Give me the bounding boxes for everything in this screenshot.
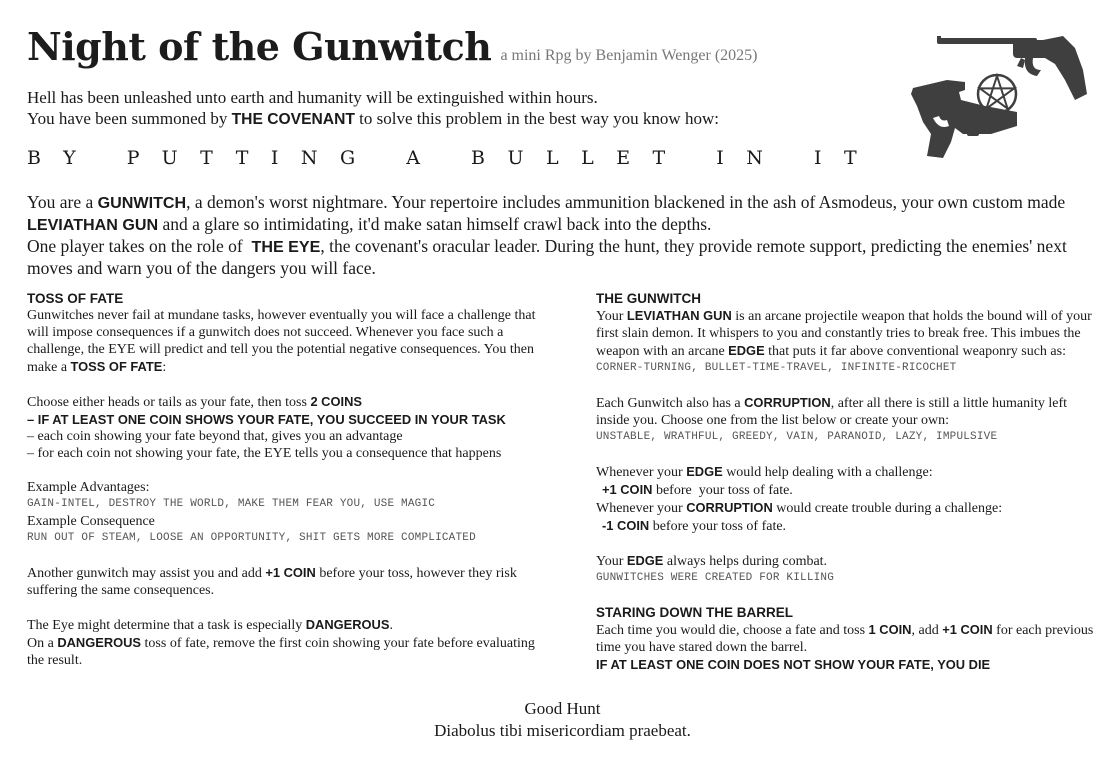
text: One player takes on the role of	[27, 236, 252, 256]
covenant-term: THE COVENANT	[231, 111, 355, 128]
text: is an arcane projectile weapon that holds the bound will of your first slain demon. It whispers to you and constantly tries to break free. This imbues the weapon with an arcane	[596, 309, 1092, 359]
text: Your	[596, 309, 627, 324]
text: You are a	[27, 192, 98, 212]
guns-pentagram-illustration	[905, 30, 1100, 160]
text: , the covenant's oracular leader. During the hunt, they provide remote support, predicting the enemies' next moves and warn you of the dangers you will face.	[27, 236, 1067, 278]
text: and a glare so intimidating, it'd make satan himself crawl back into the depths.	[158, 214, 712, 234]
text: would help dealing with a challenge:	[722, 465, 933, 480]
text: that puts it far above conventional weaponry such as:	[764, 344, 1066, 359]
text: would create trouble during a challenge:	[772, 501, 1003, 516]
combat-rule	[596, 552, 1101, 570]
text: before your toss of fate.	[652, 483, 793, 498]
coins-term: 2 COINS	[310, 394, 362, 409]
consequence-label: Example Consequence	[27, 514, 155, 529]
section-heading: THE GUNWITCH	[596, 291, 701, 306]
corruption-rule	[596, 394, 1101, 429]
danger-rule-2	[27, 634, 547, 669]
text: Another gunwitch may assist you and add	[27, 566, 266, 581]
text: :	[162, 360, 167, 375]
intro-line-2	[27, 108, 907, 130]
toss-rule-success: – IF AT LEAST ONE COIN SHOWS YOUR FATE, YOU SUCCEED IN YOUR TASK	[27, 412, 506, 427]
text: Each time you would die, choose a fate and toss	[596, 623, 869, 638]
section-heading: STARING DOWN THE BARREL	[596, 605, 793, 620]
gunwitch-section	[596, 290, 1101, 673]
intro-line-1: Hell has been unleashed unto earth and humanity will be extinguished within hours.	[27, 88, 598, 107]
toss-rule-consequence: – for each coin not showing your fate, the EYE tells you a consequence that happens	[27, 446, 502, 461]
toss-choose	[27, 393, 547, 411]
corruption-term: CORRUPTION	[744, 395, 831, 410]
text: , a demon's worst nightmare. Your repertoire includes ammunition blackened in the ash of Asmodeus, your own custom made	[186, 192, 1066, 212]
section-heading: TOSS OF FATE	[27, 291, 124, 306]
intro-text: You have been summoned by	[27, 109, 232, 128]
footer-greeting: Good Hunt	[524, 699, 601, 718]
corruption-penalty-rule	[596, 499, 1101, 517]
assist-rule	[27, 564, 547, 599]
premise-paragraph	[27, 192, 1097, 279]
coin-term: +1 COIN	[265, 565, 316, 580]
motto: BY PUTTING A BULLET IN IT	[27, 147, 880, 169]
edge-list: CORNER-TURNING, BULLET-TIME-TRAVEL, INFINITE-RICOCHET	[596, 362, 957, 374]
page-title: Night of the Gunwitch	[27, 24, 492, 69]
text: On a	[27, 636, 58, 651]
footer-blessing: Diabolus tibi misericordiam praebeat.	[434, 721, 691, 740]
text: The Eye might determine that a task is especially	[27, 618, 306, 633]
page-subtitle: a mini Rpg by Benjamin Wenger (2025)	[500, 47, 758, 64]
dangerous-term: DANGEROUS	[305, 617, 390, 632]
corruption-list: UNSTABLE, WRATHFUL, GREEDY, VAIN, PARANOID, LAZY, IMPULSIVE	[596, 431, 998, 443]
text: Whenever your	[596, 501, 687, 516]
intro	[27, 87, 907, 130]
text: always helps during combat.	[663, 554, 828, 569]
title-row	[27, 24, 757, 69]
text: .	[389, 618, 393, 633]
text: toss of fate, remove the first coin showing your fate before evaluating the result.	[27, 636, 535, 668]
text: Gunwitches never fail at mundane tasks, however eventually you will face a challenge that will impose consequences if a gunwitch does not succeed. Whenever you face such a challenge, the EYE will predict and tell you the potential negative consequences. You then make a	[27, 308, 536, 375]
leviathan-term: LEVIATHAN GUN	[27, 216, 159, 234]
death-rule: IF AT LEAST ONE COIN DOES NOT SHOW YOUR FATE, YOU DIE	[596, 657, 991, 672]
coin-term: +1 COIN	[942, 622, 993, 637]
edge-bonus	[596, 481, 1101, 499]
consequence-list: RUN OUT OF STEAM, LOOSE AN OPPORTUNITY, SHIT GETS MORE COMPLICATED	[27, 532, 476, 544]
intro-text: to solve this problem in the best way you know how:	[354, 109, 719, 128]
text: Choose either heads or tails as your fate, then toss	[27, 395, 311, 410]
coin-term: -1 COIN	[602, 518, 650, 533]
text: before your toss of fate.	[649, 519, 787, 534]
coin-term: 1 COIN	[868, 622, 912, 637]
text: , add	[911, 623, 943, 638]
combat-list: GUNWITCHES WERE CREATED FOR KILLING	[596, 572, 835, 584]
toss-term: TOSS OF FATE	[70, 359, 163, 374]
toss-intro	[27, 307, 547, 376]
edge-bonus-rule	[596, 463, 1101, 481]
footer	[0, 698, 1119, 742]
premise-eye	[27, 236, 1097, 279]
edge-term: EDGE	[728, 343, 765, 358]
text: before your toss, however they risk suffering the same consequences.	[27, 566, 517, 598]
corruption-term: CORRUPTION	[686, 500, 773, 515]
corruption-penalty	[596, 517, 1101, 535]
leviathan-term: LEVIATHAN GUN	[626, 308, 732, 323]
advantages-list: GAIN-INTEL, DESTROY THE WORLD, MAKE THEM FEAR YOU, USE MAGIC	[27, 498, 436, 510]
premise-gunwitch	[27, 192, 1097, 236]
edge-term: EDGE	[686, 464, 723, 479]
text: Each Gunwitch also has a	[596, 396, 745, 411]
text: , after all there is still a little humanity left inside you. Choose one from the list below or create your own:	[596, 396, 1068, 428]
coin-term: +1 COIN	[602, 482, 653, 497]
text: for each previous time you have stared down the barrel.	[596, 623, 1094, 655]
barrel-rule	[596, 621, 1101, 656]
eye-term: THE EYE	[251, 238, 321, 256]
toss-of-fate-section	[27, 290, 547, 669]
gunwitch-term: GUNWITCH	[97, 194, 187, 212]
edge-term: EDGE	[626, 553, 664, 568]
danger-rule	[27, 616, 547, 634]
leviathan-rule	[596, 307, 1101, 360]
advantages-label: Example Advantages:	[27, 480, 150, 495]
text: Whenever your	[596, 465, 687, 480]
text: Your	[596, 554, 627, 569]
toss-rule-advantage: – each coin showing your fate beyond that, gives you an advantage	[27, 429, 403, 444]
dangerous-term: DANGEROUS	[57, 635, 142, 650]
